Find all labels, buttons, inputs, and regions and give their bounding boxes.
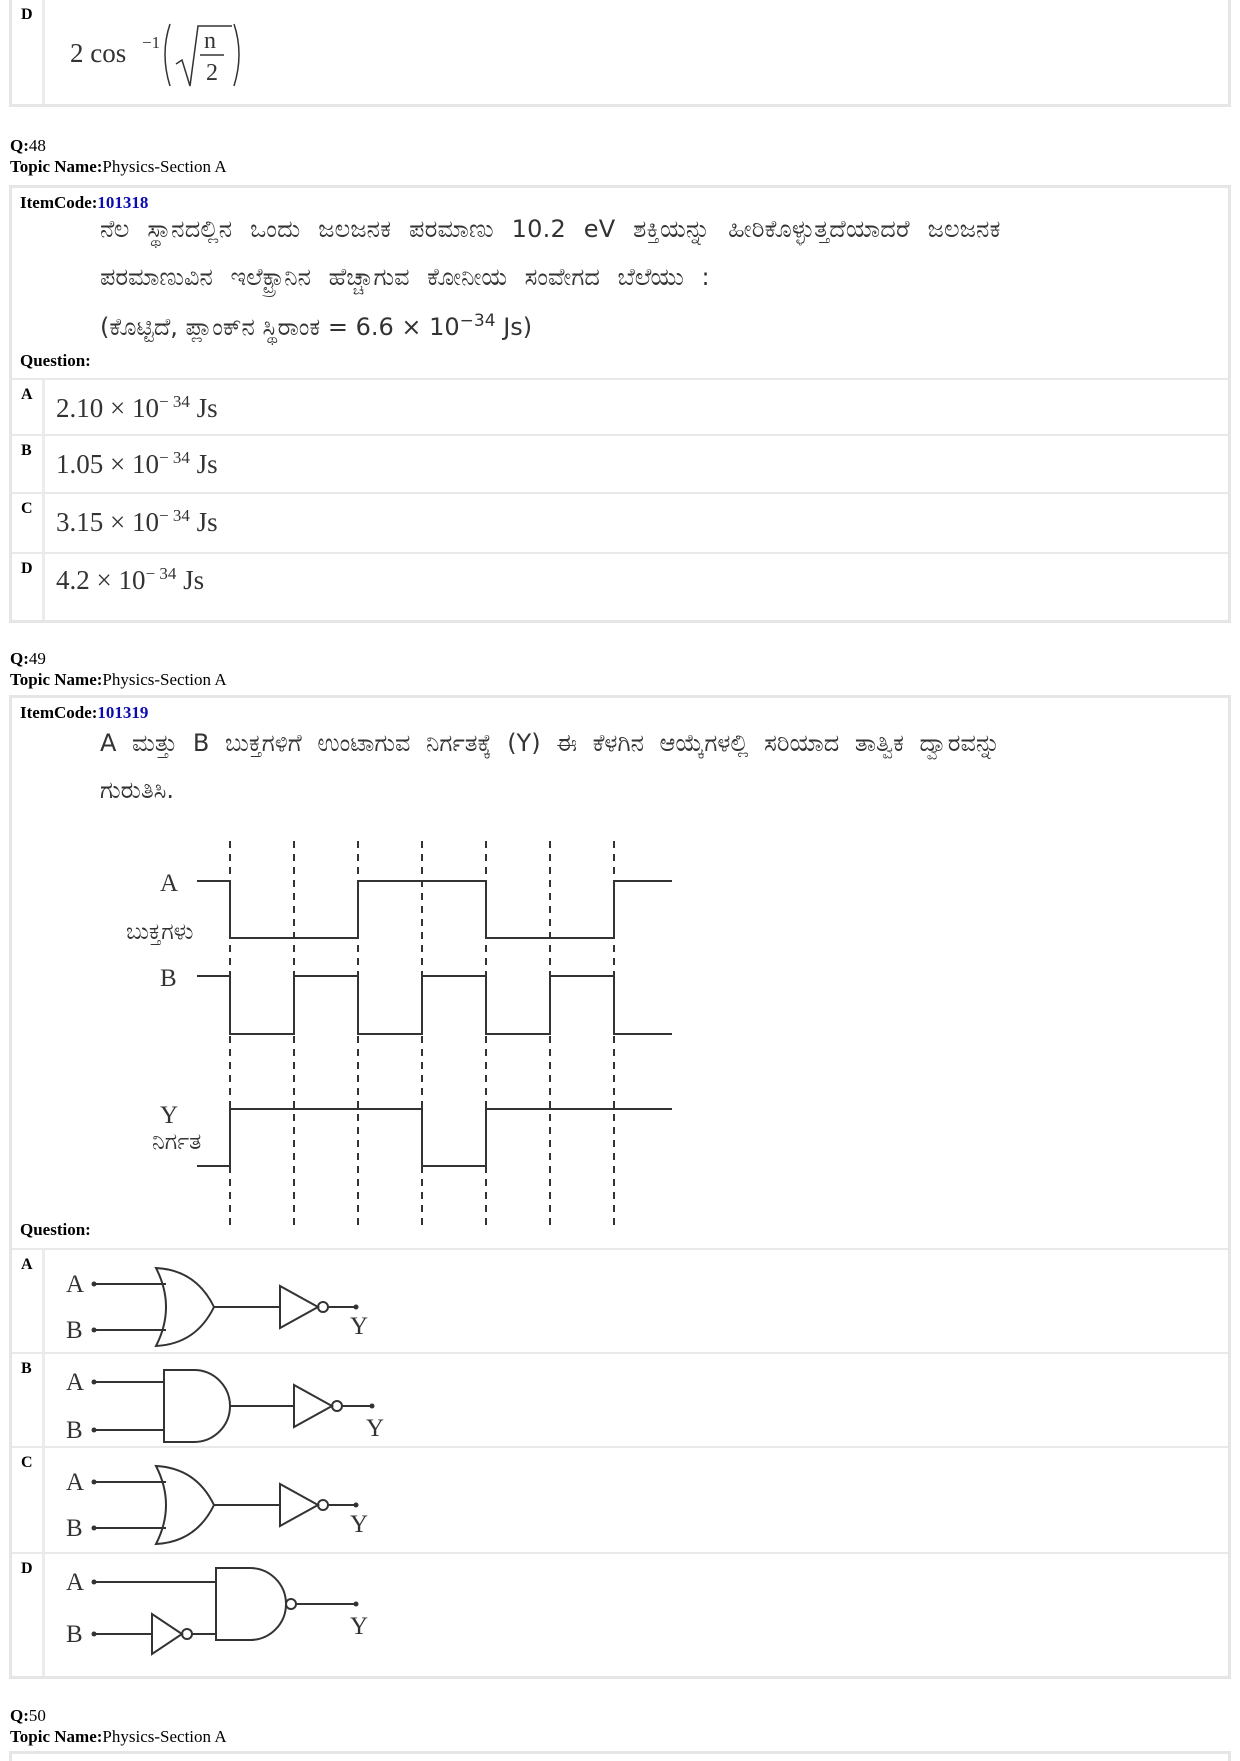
option-letter: D xyxy=(21,560,33,577)
topic-name: Physics-Section A xyxy=(102,1727,227,1746)
option-value: $3.15 \times 10^{- 34}$ Js xyxy=(56,506,218,537)
question-text-line-1: A ಮತ್ತು B ಬುಕ್ತಗಳಿಗೆ ಉಂಟಾಗುವ ನಿರ್ಗತಕ್ಕೆ (Y) ಈ ಕೆಳಗಿನ ಆಯ್ಕೆಗಳಲ್ಲಿ ಸರಿಯಾದ ತಾತ್ವಿಕ ದ್ವಾರವನ್ನು xyxy=(100,729,1001,757)
q49-header: Q:49 Topic Name:Physics-Section A xyxy=(10,649,227,689)
q50-box xyxy=(9,1751,1231,1761)
option-divider xyxy=(42,1250,45,1352)
previous-question-option-box xyxy=(9,0,1231,107)
option-value: $4.2 \times 10^{- 34}$ Js xyxy=(56,564,205,595)
svg-text:B: B xyxy=(66,1417,83,1444)
svg-text:Y: Y xyxy=(350,1613,369,1640)
question-label: Question: xyxy=(20,351,91,370)
frac-num: n xyxy=(204,28,216,54)
option-letter: B xyxy=(21,442,32,459)
question-label: Question: xyxy=(20,1220,91,1239)
formula-2cos-inv-sqrt-n-over-2 xyxy=(64,14,264,94)
item-code-line: ItemCode:101318 xyxy=(20,193,149,212)
option-divider xyxy=(42,436,45,492)
gate-diagram-or-not xyxy=(56,1256,376,1356)
option-row-a[interactable] xyxy=(12,378,1228,436)
question-number: 49 xyxy=(28,649,46,668)
svg-text:Y: Y xyxy=(350,1313,369,1340)
option-row-d[interactable] xyxy=(12,554,1228,620)
gate-diagram-nand-inverted-b xyxy=(56,1558,396,1668)
option-letter: D xyxy=(21,1560,33,1577)
option-row-b[interactable] xyxy=(12,436,1228,494)
option-letter: D xyxy=(21,6,33,23)
option-row-c[interactable] xyxy=(12,494,1228,554)
option-divider xyxy=(42,1554,45,1676)
label-output: ನಿರ್ಗತ xyxy=(152,1129,202,1155)
q50-header: Q:50 Topic Name:Physics-Section A xyxy=(10,1706,227,1746)
svg-text:B: B xyxy=(66,1317,83,1344)
option-letter: A xyxy=(21,386,33,403)
label-b: B xyxy=(160,965,177,992)
label-a: A xyxy=(160,870,179,897)
option-letter: C xyxy=(21,1454,33,1471)
q48-header: Q:48 Topic Name:Physics-Section A xyxy=(10,136,227,176)
svg-text:A: A xyxy=(66,1369,85,1396)
waveform-y xyxy=(197,1109,672,1166)
option-letter: B xyxy=(21,1360,32,1377)
option-letter: A xyxy=(21,1256,33,1273)
label-y: Y xyxy=(160,1102,179,1129)
option-divider xyxy=(42,0,45,104)
formula-sup: −1 xyxy=(142,33,161,52)
question-text-line-2: ಪರಮಾಣುವಿನ ಇಲೆಕ್ಟ್ರಾನಿನ ಹೆಚ್ಚಾಗುವ ಕೋನೀಯ ಸಂವೇಗದ ಬೆಲೆಯು : xyxy=(100,263,710,291)
option-row-d xyxy=(12,0,1228,104)
q48-box xyxy=(9,185,1231,623)
option-value: $2.10 \times 10^{- 34}$ Js xyxy=(56,392,218,423)
option-row-a[interactable] xyxy=(12,1248,1228,1354)
question-text-line-2: ಗುರುತಿಸಿ. xyxy=(100,776,175,804)
option-divider xyxy=(42,1448,45,1552)
option-row-d[interactable] xyxy=(12,1554,1228,1676)
formula-prefix: 2 cos xyxy=(70,38,127,68)
item-code: 101318 xyxy=(97,193,149,212)
option-row-b[interactable] xyxy=(12,1354,1228,1448)
frac-den: 2 xyxy=(206,60,218,86)
svg-text:A: A xyxy=(66,1469,85,1496)
timing-diagram xyxy=(102,841,722,1241)
option-divider xyxy=(42,1354,45,1446)
svg-text:Y: Y xyxy=(350,1511,369,1538)
question-text-line-3: (ಕೊಟ್ಟಿದೆ, ಪ್ಲಾಂಕ್‌ನ ಸ್ಥಿರಾಂಕ = $6.6 \times 10^{-34}$ Js) xyxy=(100,311,533,341)
question-number: 50 xyxy=(28,1706,46,1725)
svg-text:A: A xyxy=(66,1271,85,1298)
option-value: $1.05 \times 10^{- 34}$ Js xyxy=(56,448,218,479)
option-divider xyxy=(42,494,45,552)
item-code: 101319 xyxy=(97,703,149,722)
waveform-b xyxy=(197,976,672,1034)
svg-text:Y: Y xyxy=(366,1415,385,1442)
q49-box xyxy=(9,695,1231,1679)
svg-text:B: B xyxy=(66,1515,83,1542)
option-letter: C xyxy=(21,500,33,517)
gate-diagram-or-not xyxy=(56,1454,376,1554)
question-number: 48 xyxy=(28,136,46,155)
topic-name: Physics-Section A xyxy=(102,157,227,176)
label-inputs: ಬುಕ್ತಗಳು xyxy=(126,919,194,945)
gate-diagram-and-not xyxy=(56,1356,396,1448)
question-text-line-1: ನೆಲ ಸ್ಥಾನದಲ್ಲಿನ ಒಂದು ಜಲಜನಕ ಪರಮಾಣು 10.2 eV ಶಕ್ತಿಯನ್ನು ಹೀರಿಕೊಳ್ಳುತ್ತದೆಯಾದರೆ ಜಲಜನಕ xyxy=(100,215,1001,243)
option-row-c[interactable] xyxy=(12,1448,1228,1554)
item-code-line: ItemCode:101319 xyxy=(20,703,149,722)
topic-name: Physics-Section A xyxy=(102,670,227,689)
option-divider xyxy=(42,554,45,620)
svg-text:A: A xyxy=(66,1569,85,1596)
svg-text:B: B xyxy=(66,1621,83,1648)
option-divider xyxy=(42,380,45,434)
waveform-a xyxy=(197,881,672,938)
